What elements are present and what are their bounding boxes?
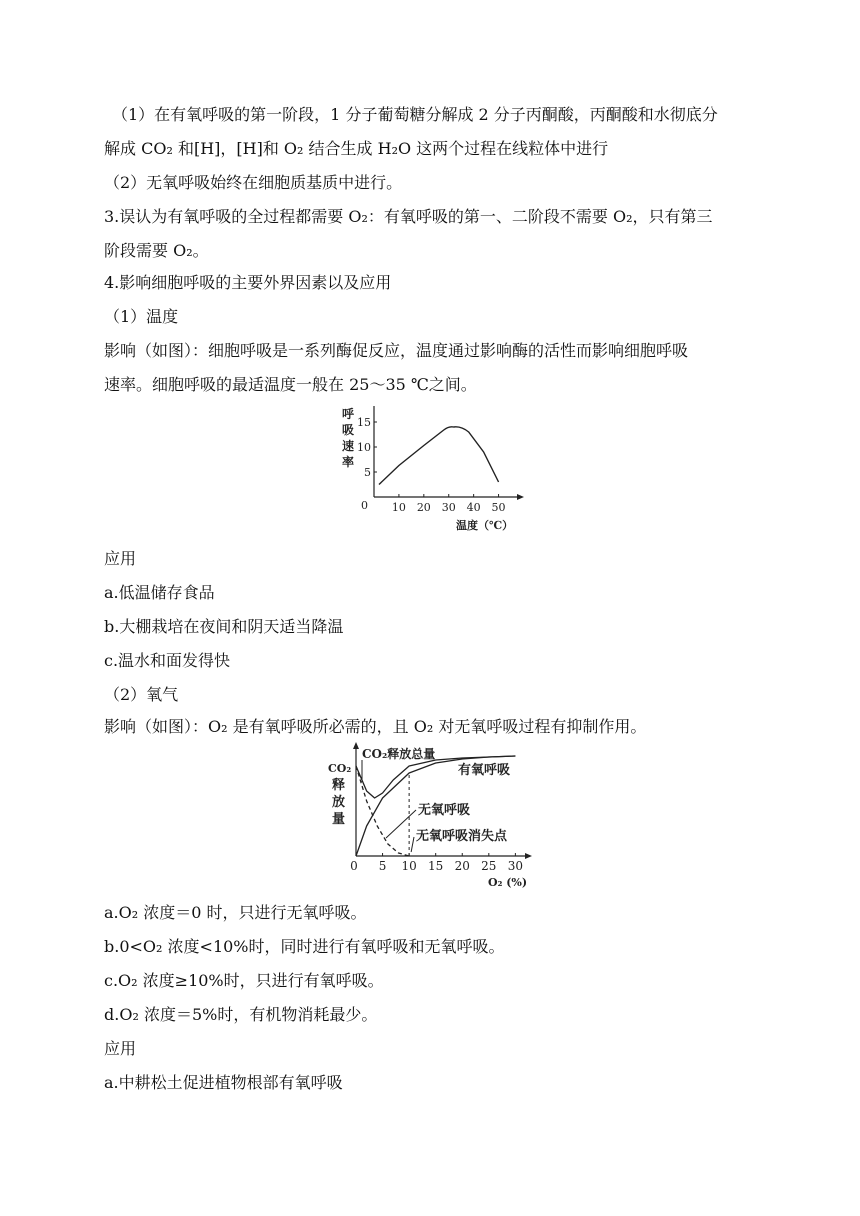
x-axis-arrow [525, 853, 532, 859]
x-tick-label: 20 [454, 859, 470, 873]
application-a-2: a.中耕松土促进植物根部有氧呼吸 [104, 1073, 343, 1092]
series-line-2 [356, 766, 409, 856]
x-tick-label: 30 [441, 501, 456, 514]
x-tick-label: 40 [466, 501, 481, 514]
annotation-vanishing-point: 无氧呼吸消失点 [416, 829, 508, 844]
anaerobic-pointer [386, 810, 416, 838]
paragraph-8: 影响（如图）：O₂ 是有氧呼吸所必需的，且 O₂ 对无氧呼吸过程有抑制作用。 [104, 717, 647, 736]
x-axis-arrow [517, 494, 524, 500]
x-tick-label: 20 [416, 501, 431, 514]
x-tick-label: 5 [378, 859, 387, 873]
paragraph-7: （2）氧气 [104, 685, 179, 704]
x-tick-label: 50 [491, 501, 506, 514]
y-axis-label-char: 呼 [342, 407, 355, 421]
y-tick-label: 15 [357, 416, 371, 429]
annotation-anaerobic: 无氧呼吸 [418, 803, 471, 818]
vanishing-pointer [411, 837, 414, 852]
paragraph-2: （2）无氧呼吸始终在细胞质基质中进行。 [104, 173, 403, 192]
y-tick-label: 5 [364, 466, 371, 479]
y-axis-arrow [353, 742, 359, 749]
y-axis-label-char: 速 [342, 439, 355, 453]
paragraph-4: 4.影响细胞呼吸的主要外界因素以及应用 [104, 273, 392, 292]
application-heading-1: 应用 [104, 549, 137, 568]
x-tick-label: 30 [507, 859, 524, 873]
application-c-1: c.温水和面发得快 [104, 651, 231, 670]
y-axis-label-char: 吸 [342, 423, 355, 437]
x-tick-label: 25 [481, 859, 497, 873]
x-tick-label: 10 [401, 859, 417, 873]
paragraph-5: （1）温度 [104, 307, 179, 326]
y-axis-label-char: 放 [332, 795, 346, 810]
oxygen-point-d: d.O₂ 浓度＝5%时，有机物消耗最少。 [104, 1005, 378, 1024]
y-axis-label-char: 率 [342, 455, 355, 469]
application-a-1: a.低温储存食品 [104, 583, 215, 602]
annotation-total-co2: CO₂释放总量 [362, 747, 436, 761]
oxygen-point-a: a.O₂ 浓度＝0 时，只进行无氧呼吸。 [104, 903, 367, 922]
annotation-aerobic: 有氧呼吸 [458, 763, 511, 778]
paragraph-6: 影响（如图）：细胞呼吸是一系列酶促反应，温度通过影响酶的活性而影响细胞呼吸 [104, 341, 689, 360]
y-axis-label-char: 释 [332, 778, 346, 793]
paragraph-3: 3.误认为有氧呼吸的全过程都需要 O₂：有氧呼吸的第一、二阶段不需要 O₂，只有第三 [104, 207, 713, 226]
y-axis-label-char: 量 [332, 812, 346, 827]
paragraph-6-cont: 速率。细胞呼吸的最适温度一般在 25～35 ℃之间。 [104, 375, 477, 394]
origin-label: 0 [361, 499, 368, 512]
x-axis-label: 温度（℃） [456, 519, 514, 532]
paragraph-3-cont: 阶段需要 O₂。 [104, 241, 209, 260]
oxygen-point-b: b.0<O₂ 浓度<10%时，同时进行有氧呼吸和无氧呼吸。 [104, 937, 505, 956]
application-b-1: b.大棚栽培在夜间和阴天适当降温 [104, 617, 344, 636]
oxygen-chart [326, 742, 536, 890]
paragraph-1-cont: 解成 CO₂ 和[H]，[H]和 O₂ 结合生成 H₂O 这两个过程在线粒体中进行 [104, 139, 609, 158]
x-tick-label: 10 [391, 501, 406, 514]
oxygen-point-c: c.O₂ 浓度≥10%时，只进行有氧呼吸。 [104, 971, 384, 990]
x-tick-label: 15 [428, 859, 444, 873]
respiration-rate-curve [379, 427, 499, 485]
application-heading-2: 应用 [104, 1039, 137, 1058]
x-axis-label: O₂ (%) [488, 876, 528, 889]
temperature-chart [330, 404, 530, 539]
paragraph-1: （1）在有氧呼吸的第一阶段，1 分子葡萄糖分解成 2 分子丙酮酸，丙酮酸和水彻底分 [112, 105, 718, 124]
origin-label: 0 [350, 859, 358, 873]
y-axis-label-char: CO₂ [328, 762, 352, 775]
y-tick-label: 10 [357, 441, 371, 454]
